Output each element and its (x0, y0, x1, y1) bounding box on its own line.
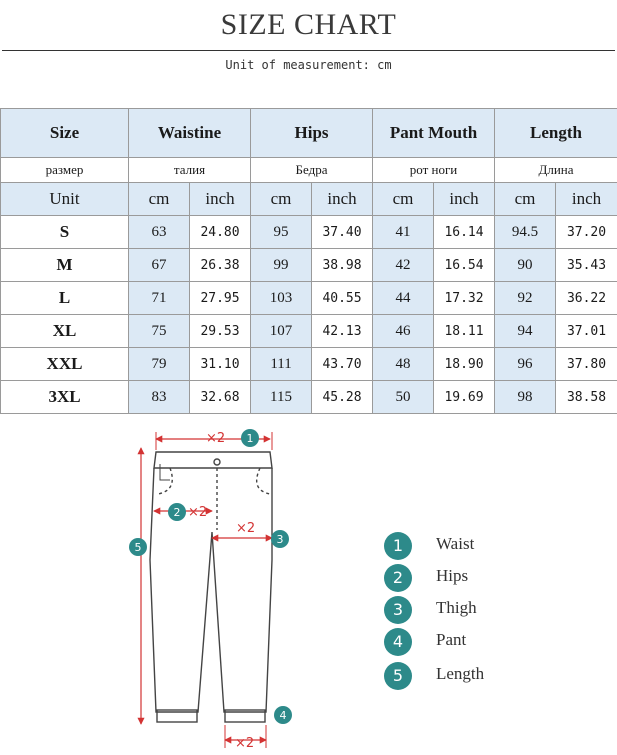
waist-cm-cell: 67 (129, 249, 190, 282)
unit-inch: inch (434, 183, 495, 216)
waist-inch-cell: 29.53 (190, 315, 251, 348)
waist-inch-cell: 32.68 (190, 381, 251, 414)
header-size: Size (1, 109, 129, 158)
size-cell: 3XL (1, 381, 129, 414)
hips-cm-cell: 111 (251, 348, 312, 381)
unit-cm: cm (129, 183, 190, 216)
page-title: SIZE CHART (220, 8, 397, 41)
legend-label: Hips (436, 566, 469, 585)
header-length: Length (495, 109, 617, 158)
size-cell: L (1, 282, 129, 315)
legend-label: Thigh (436, 598, 477, 617)
waist-x2-label: ×2 (206, 431, 226, 446)
waist-inch-cell: 26.38 (190, 249, 251, 282)
legend-label: Length (436, 664, 485, 683)
ru-size: размер (1, 158, 129, 183)
legend-number-icon: 3 (384, 596, 412, 624)
svg-text:×2: ×2 (188, 505, 208, 520)
legend-item-length (382, 662, 582, 692)
svg-text:×2: ×2 (235, 736, 255, 751)
mouth-inch-cell: 18.11 (434, 315, 495, 348)
size-cell: XL (1, 315, 129, 348)
title-divider (2, 50, 615, 51)
svg-text:3: 3 (276, 533, 284, 546)
unit-inch: inch (190, 183, 251, 216)
legend-number-icon: 5 (384, 662, 412, 690)
svg-text:×2: ×2 (236, 521, 256, 536)
unit-inch: inch (312, 183, 373, 216)
pants-outline-icon (150, 452, 272, 722)
svg-text:4: 4 (279, 709, 287, 722)
unit-row (1, 183, 617, 216)
table-row (1, 381, 617, 414)
hips-inch-cell: 42.13 (312, 315, 373, 348)
hips-inch-cell: 37.40 (312, 216, 373, 249)
length-inch-cell: 37.01 (556, 315, 617, 348)
size-cell: XXL (1, 348, 129, 381)
size-cell: M (1, 249, 129, 282)
waist-cm-cell: 71 (129, 282, 190, 315)
legend-number-icon: 1 (384, 532, 412, 560)
mouth-cm-cell: 44 (373, 282, 434, 315)
length-inch-cell: 37.80 (556, 348, 617, 381)
length-cm-cell: 98 (495, 381, 556, 414)
hips-cm-cell: 95 (251, 216, 312, 249)
hips-cm-cell: 103 (251, 282, 312, 315)
length-cm-cell: 94 (495, 315, 556, 348)
svg-text:2: 2 (173, 506, 181, 519)
hips-inch-cell: 43.70 (312, 348, 373, 381)
length-cm-cell: 90 (495, 249, 556, 282)
waist-cm-cell: 75 (129, 315, 190, 348)
svg-text:1: 1 (246, 432, 254, 445)
ru-waist: талия (129, 158, 251, 183)
length-inch-cell: 36.22 (556, 282, 617, 315)
header-row (1, 109, 617, 158)
unit-cm: cm (373, 183, 434, 216)
russian-row (1, 158, 617, 183)
ru-pant-mouth: рот ноги (373, 158, 495, 183)
hips-inch-cell: 45.28 (312, 381, 373, 414)
legend-number-icon: 2 (384, 564, 412, 592)
legend-item-thigh (382, 596, 582, 626)
mouth-cm-cell: 41 (373, 216, 434, 249)
length-inch-cell: 38.58 (556, 381, 617, 414)
pants-diagram (120, 420, 300, 755)
length-cm-cell: 94.5 (495, 216, 556, 249)
mouth-cm-cell: 46 (373, 315, 434, 348)
length-cm-cell: 92 (495, 282, 556, 315)
table-row (1, 282, 617, 315)
svg-text:5: 5 (134, 541, 142, 554)
waist-inch-cell: 27.95 (190, 282, 251, 315)
waist-inch-cell: 31.10 (190, 348, 251, 381)
mouth-cm-cell: 42 (373, 249, 434, 282)
ru-length: Длина (495, 158, 617, 183)
hips-cm-cell: 107 (251, 315, 312, 348)
waist-cm-cell: 79 (129, 348, 190, 381)
unit-label: Unit (1, 183, 129, 216)
waist-cm-cell: 83 (129, 381, 190, 414)
mouth-inch-cell: 19.69 (434, 381, 495, 414)
length-inch-cell: 35.43 (556, 249, 617, 282)
hips-cm-cell: 99 (251, 249, 312, 282)
length-cm-cell: 96 (495, 348, 556, 381)
size-chart-table (0, 108, 617, 414)
unit-note: Unit of measurement: cm (225, 58, 392, 72)
mouth-inch-cell: 17.32 (434, 282, 495, 315)
legend-number-icon: 4 (384, 628, 412, 656)
unit-inch: inch (556, 183, 617, 216)
header-pant-mouth: Pant Mouth (373, 109, 495, 158)
hips-inch-cell: 38.98 (312, 249, 373, 282)
table-row (1, 216, 617, 249)
mouth-inch-cell: 16.14 (434, 216, 495, 249)
mouth-inch-cell: 18.90 (434, 348, 495, 381)
mouth-cm-cell: 50 (373, 381, 434, 414)
unit-cm: cm (495, 183, 556, 216)
legend-label: Waist (436, 534, 475, 553)
hips-cm-cell: 115 (251, 381, 312, 414)
ru-hips: Бедра (251, 158, 373, 183)
unit-cm: cm (251, 183, 312, 216)
table-row (1, 315, 617, 348)
legend-item-waist (382, 532, 582, 562)
mouth-inch-cell: 16.54 (434, 249, 495, 282)
size-cell: S (1, 216, 129, 249)
table-row (1, 348, 617, 381)
waist-cm-cell: 63 (129, 216, 190, 249)
table-row (1, 249, 617, 282)
header-waist: Waistine (129, 109, 251, 158)
header-hips: Hips (251, 109, 373, 158)
mouth-cm-cell: 48 (373, 348, 434, 381)
waist-inch-cell: 24.80 (190, 216, 251, 249)
legend-item-pant (382, 628, 582, 658)
hips-inch-cell: 40.55 (312, 282, 373, 315)
legend-item-hips (382, 564, 582, 594)
length-inch-cell: 37.20 (556, 216, 617, 249)
legend-label: Pant (436, 630, 467, 649)
